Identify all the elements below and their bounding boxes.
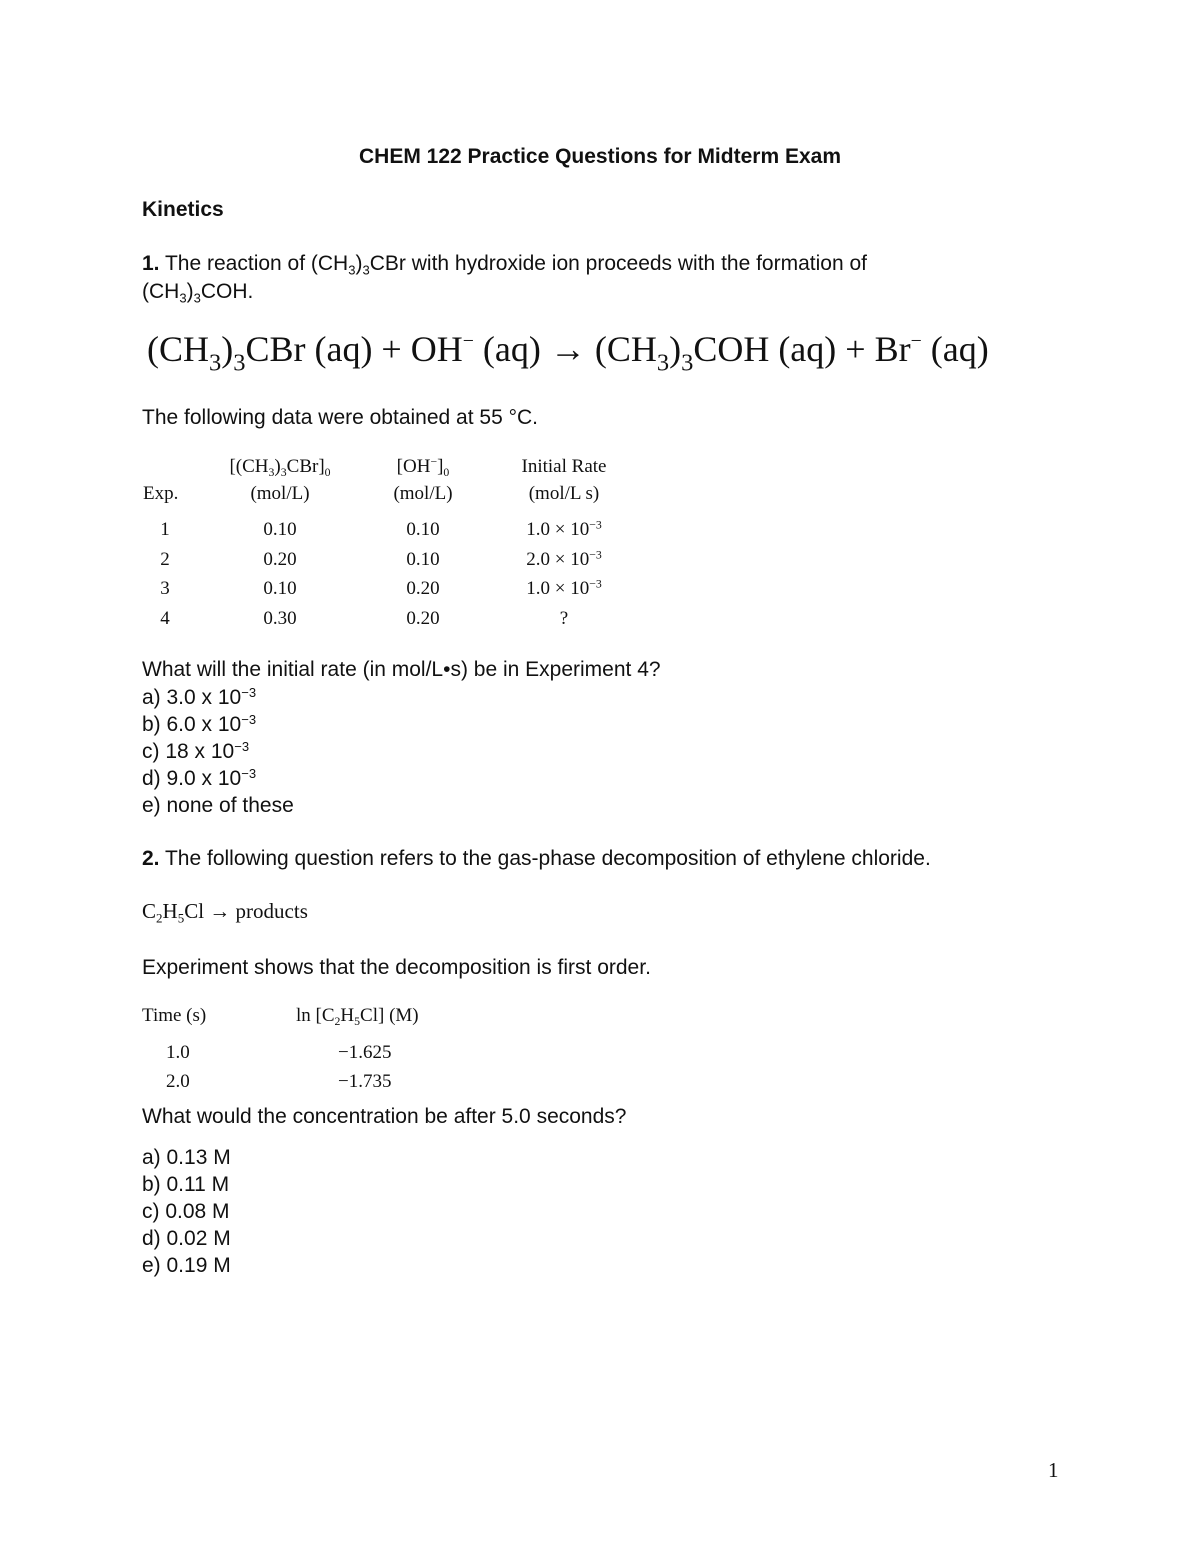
q2-equation: $C_2H_5Cl$ → products bbox=[142, 899, 308, 926]
cell-rate: $2.0 \times 10^{-3}$ bbox=[526, 548, 602, 570]
option-e: e) 0.19 M bbox=[142, 1254, 231, 1277]
cell-cbr: 0.10 bbox=[263, 578, 297, 599]
option-e: e) none of these bbox=[142, 794, 294, 817]
cell-rate: ? bbox=[559, 608, 569, 629]
option-b: b) 0.11 M bbox=[142, 1173, 230, 1196]
q2-number: 2. bbox=[142, 847, 160, 870]
th-time: Time (s) bbox=[142, 1005, 207, 1026]
cell-cbr: 0.20 bbox=[263, 549, 297, 570]
q1-intro-line1 bbox=[142, 252, 867, 276]
cell-rate: $1.0 \times 10^{-3}$ bbox=[526, 577, 602, 599]
cell-rate: $1.0 \times 10^{-3}$ bbox=[526, 518, 602, 540]
th-rate-unit: (mol/L s) bbox=[528, 483, 600, 504]
th-oh: $[OH^-]_0$ bbox=[396, 455, 450, 480]
cell-time: 2.0 bbox=[166, 1071, 190, 1092]
option-c: c) 18 x $10^{-3}$ bbox=[142, 738, 250, 763]
option-a: a) 0.13 M bbox=[142, 1146, 231, 1169]
page-number: 1 bbox=[1048, 1458, 1059, 1482]
option-a: a) 3.0 x $10^{-3}$ bbox=[142, 684, 257, 709]
cell-exp: 3 bbox=[160, 578, 170, 599]
q1-question: What will the initial rate (in mol/L•s) be in Experiment 4? bbox=[142, 658, 661, 681]
q1-equation: $(CH_3)_3CBr$ (aq) + OH− $(aq) \to (CH_3)_3COH$ (aq) + Br− (aq) bbox=[147, 329, 989, 377]
q1-data-intro: The following data were obtained at 55 °C. bbox=[142, 406, 538, 429]
q2-intro bbox=[142, 847, 931, 871]
cell-cbr: 0.10 bbox=[263, 519, 297, 540]
cell-oh: 0.20 bbox=[406, 578, 440, 599]
q1-intro-text: The reaction of $(CH_3)_3CBr$ with hydroxide ion proceeds with the formation of bbox=[164, 252, 867, 278]
cell-oh: 0.10 bbox=[406, 549, 440, 570]
th-ln: $\ln [C_2H_5Cl]$ (M) bbox=[296, 1005, 419, 1029]
cell-ln: −1.625 bbox=[338, 1042, 392, 1063]
th-oh-unit: (mol/L) bbox=[393, 483, 453, 504]
q2-question: What would the concentration be after 5.0 seconds? bbox=[142, 1105, 627, 1128]
q2-intro-text: The following question refers to the gas-phase decomposition of ethylene chloride. bbox=[164, 847, 931, 870]
th-cbr-unit: (mol/L) bbox=[250, 483, 310, 504]
q2-statement: Experiment shows that the decomposition is first order. bbox=[142, 956, 651, 979]
cell-exp: 1 bbox=[160, 519, 170, 540]
cell-cbr: 0.30 bbox=[263, 608, 297, 629]
th-rate: Initial Rate bbox=[521, 456, 607, 477]
q1-options bbox=[142, 684, 294, 819]
page-title: CHEM 122 Practice Questions for Midterm Exam bbox=[359, 145, 841, 168]
cell-time: 1.0 bbox=[166, 1042, 190, 1063]
cell-exp: 2 bbox=[160, 549, 170, 570]
q2-options bbox=[142, 1144, 231, 1279]
q1-number: 1. bbox=[142, 252, 160, 275]
th-cbr: $[(CH_3)_3CBr]_0$ bbox=[229, 456, 331, 480]
cell-oh: 0.10 bbox=[406, 519, 440, 540]
q1-intro-line2: $(CH_3)_3COH$. bbox=[142, 280, 254, 306]
option-d: d) 9.0 x $10^{-3}$ bbox=[142, 765, 257, 790]
cell-exp: 4 bbox=[160, 608, 170, 629]
option-c: c) 0.08 M bbox=[142, 1200, 230, 1223]
section-heading: Kinetics bbox=[142, 198, 224, 221]
option-b: b) 6.0 x $10^{-3}$ bbox=[142, 711, 257, 736]
option-d: d) 0.02 M bbox=[142, 1227, 231, 1250]
cell-oh: 0.20 bbox=[406, 608, 440, 629]
cell-ln: −1.735 bbox=[338, 1071, 392, 1092]
th-exp: Exp. bbox=[143, 483, 179, 504]
